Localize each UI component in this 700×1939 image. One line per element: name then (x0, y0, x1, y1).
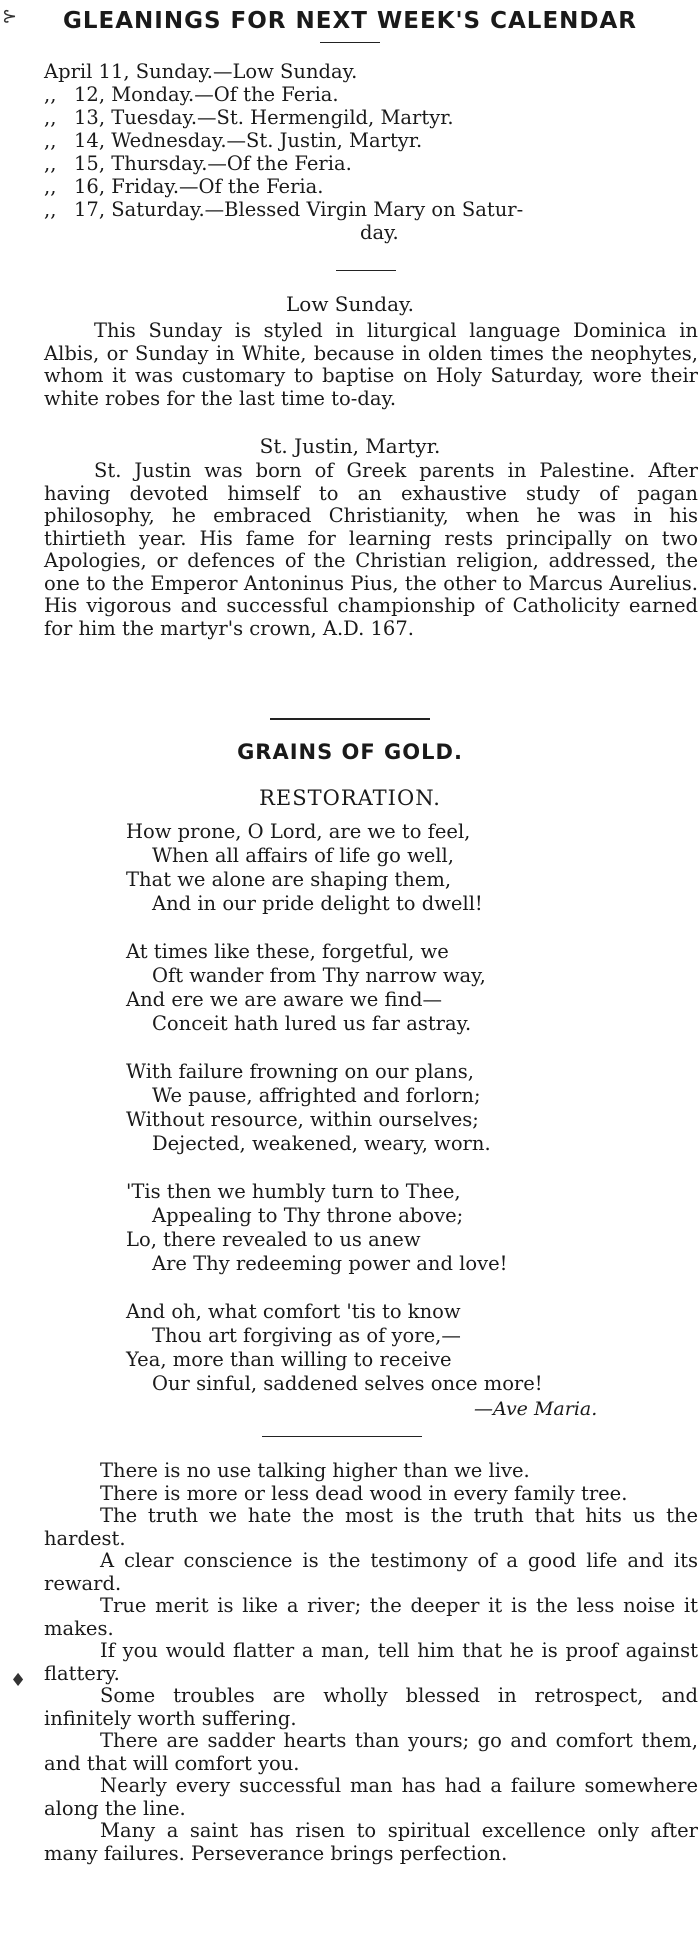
saying: There are sadder hearts than yours; go and comfort them, and that will comfort you. (44, 1729, 698, 1775)
divider (320, 42, 380, 43)
divider (336, 270, 396, 271)
stanza: How prone, O Lord, are we to feel, When all affairs of life go well, That we alone are shaping them, And in our pride delight to dwell! (126, 820, 483, 915)
calendar-entry-april-11: April 11, Sunday.—Low Sunday. (44, 60, 358, 83)
saying: Many a saint has risen to spiritual excellence only after many failures. Perseverance brings perfection. (44, 1819, 698, 1865)
poem-title: RESTORATION. (259, 786, 441, 810)
divider (270, 718, 430, 720)
saying: If you would flatter a man, tell him that he is proof against flattery. (44, 1639, 698, 1685)
st-justin-heading: St. Justin, Martyr. (259, 434, 441, 458)
calendar-entry: ,, 16, Friday.—Of the Feria. (44, 175, 324, 198)
saying: There is more or less dead wood in every family tree. (100, 1481, 628, 1505)
low-sunday-text: This Sunday is styled in liturgical language Dominica in Albis, or Sunday in White, because in olden times the neophytes, whom it was customary to baptise on Holy Saturday, wore their white robes for the last time to-day. (44, 319, 698, 410)
saying: The truth we hate the most is the truth that hits us the hardest. (44, 1504, 698, 1550)
poem-attribution: —Ave Maria. (474, 1398, 598, 1420)
st-justin-text: St. Justin was born of Greek parents in Palestine. After having devoted himself to an exhaustive study of pagan philosophy, he embraced Christianity, when he was in his thirtieth year. His fame for learning rests principally on two Apologies, or defences of the Christian religion, addressed, the one to the Emperor Antoninus Pius, the other to Marcus Aurelius. His vigorous and successful championship of Catholicity earned for him the martyr's crown, A.D. 167. (44, 459, 698, 640)
calendar-entry: ,, 15, Thursday.—Of the Feria. (44, 152, 352, 175)
calendar-entry: ,, 17, Saturday.—Blessed Virgin Mary on Satur- (44, 198, 524, 221)
saying: A clear conscience is the testimony of a good life and its reward. (44, 1549, 698, 1595)
saying: Nearly every successful man has had a failure somewhere along the line. (44, 1774, 698, 1820)
calendar-continuation: day. (360, 221, 399, 244)
sayings-list (44, 1460, 698, 1865)
grains-heading: GRAINS OF GOLD. (237, 740, 463, 764)
margin-mark-icon: ♦ (10, 1670, 27, 1691)
stanza: With failure frowning on our plans, We pause, affrighted and forlorn; Without resource, within ourselves; Dejected, weakened, weary, worn. (126, 1060, 491, 1155)
divider (262, 1436, 422, 1437)
poem (126, 820, 686, 1420)
low-sunday-heading: Low Sunday. (286, 292, 414, 316)
calendar-list (44, 60, 684, 244)
calendar-entry: ,, 12, Monday.—Of the Feria. (44, 83, 339, 106)
stanza: At times like these, forgetful, we Oft wander from Thy narrow way, And ere we are aware we find— Conceit hath lured us far astray. (126, 940, 486, 1035)
saying: Some troubles are wholly blessed in retrospect, and infinitely worth suffering. (44, 1684, 698, 1730)
stanza: 'Tis then we humbly turn to Thee, Appealing to Thy throne above; Lo, there revealed to us anew Are Thy redeeming power and love! (126, 1180, 508, 1275)
saying: True merit is like a river; the deeper it is the less noise it makes. (44, 1594, 698, 1640)
stanza: And oh, what comfort 'tis to know Thou art forgiving as of yore,— Yea, more than willing to receive Our sinful, saddened selves once more! (126, 1300, 543, 1395)
calendar-heading: GLEANINGS FOR NEXT WEEK'S CALENDAR (62, 8, 638, 34)
calendar-entry: ,, 14, Wednesday.—St. Justin, Martyr. (44, 129, 423, 152)
margin-mark-icon: ⊱ (2, 6, 18, 27)
calendar-entry: ,, 13, Tuesday.—St. Hermengild, Martyr. (44, 106, 454, 129)
saying: There is no use talking higher than we live. (100, 1459, 530, 1482)
